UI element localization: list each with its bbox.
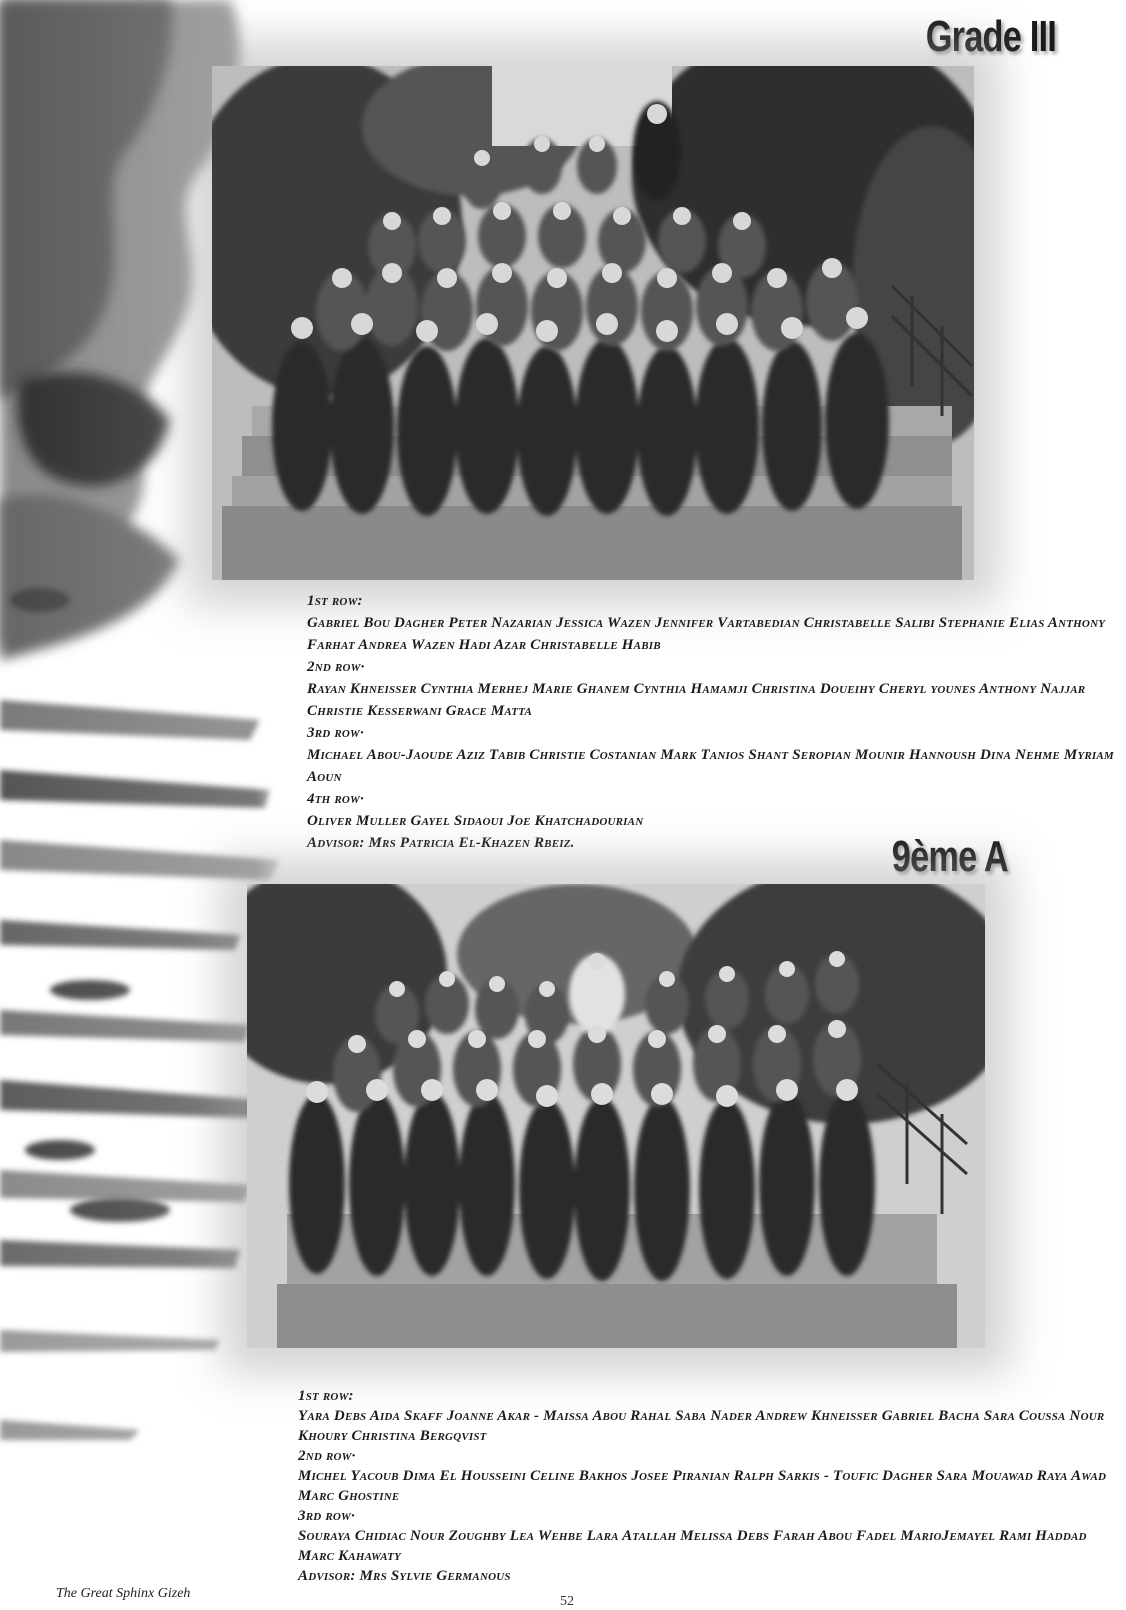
row-names: Rayan Khneisser Cynthia Merhej Marie Ghanem Cynthia Hamamji Christina Doueihy Cheryl younes Anthony Najjar Christie Kesserwani Grace Matta bbox=[307, 681, 1086, 719]
row-names: Michael Abou-Jaoude Aziz Tabib Christie Costanian Mark Tanios Shant Seropian Mounir Hannoush Dina Nehme Myriam Aoun bbox=[307, 747, 1114, 785]
row-label: 4th row· bbox=[307, 791, 364, 807]
row-label: 1st row: bbox=[307, 593, 363, 609]
caption-grade-iii bbox=[307, 590, 1126, 854]
row-label: 3rd row· bbox=[307, 725, 364, 741]
advisor-line: Advisor: Mrs Sylvie Germanous bbox=[298, 1568, 511, 1584]
row-names: Gabriel Bou Dagher Peter Nazarian Jessica Wazen Jennifer Vartabedian Christabelle Salibi Stephanie Elias Anthony Farhat Andrea Wazen Hadi Azar Christabelle Habib bbox=[307, 615, 1106, 653]
row-label: 2nd row· bbox=[307, 659, 365, 675]
row-names: Oliver Muller Gayel Sidaoui Joe Khatchadourian bbox=[307, 813, 644, 829]
row-label: 3rd row· bbox=[298, 1508, 355, 1524]
row-names: Yara Debs Aida Skaff Joanne Akar - Maissa Abou Rahal Saba Nader Andrew Khneisser Gabriel Bacha Sara Coussa Nour Khoury Christina Bergqvist bbox=[298, 1408, 1105, 1444]
page-number: 52 bbox=[560, 1594, 574, 1609]
row-names: Souraya Chidiac Nour Zoughby Lea Wehbe Lara Atallah Melissa Debs Farah Abou Fadel MarioJemayel Rami Haddad Marc Kahawaty bbox=[298, 1528, 1087, 1564]
class-photo-grade-iii bbox=[212, 66, 974, 580]
section-title-grade-iii: Grade III bbox=[925, 12, 1056, 61]
footer-caption: The Great Sphinx Gizeh bbox=[56, 1586, 191, 1601]
advisor-line: Advisor: Mrs Patricia El-Khazen Rbeiz. bbox=[307, 835, 575, 851]
class-photo-9eme-a bbox=[247, 884, 985, 1348]
section-title-9eme-a: 9ème A bbox=[891, 832, 1008, 881]
row-names: Michel Yacoub Dima El Housseini Celine Bakhos Josee Piranian Ralph Sarkis - Toufic Dagher Sara Mouawad Raya Awad Marc Ghostine bbox=[298, 1468, 1107, 1504]
row-label: 1st row: bbox=[298, 1388, 354, 1404]
caption-9eme-a bbox=[298, 1386, 1118, 1586]
row-label: 2nd row· bbox=[298, 1448, 356, 1464]
